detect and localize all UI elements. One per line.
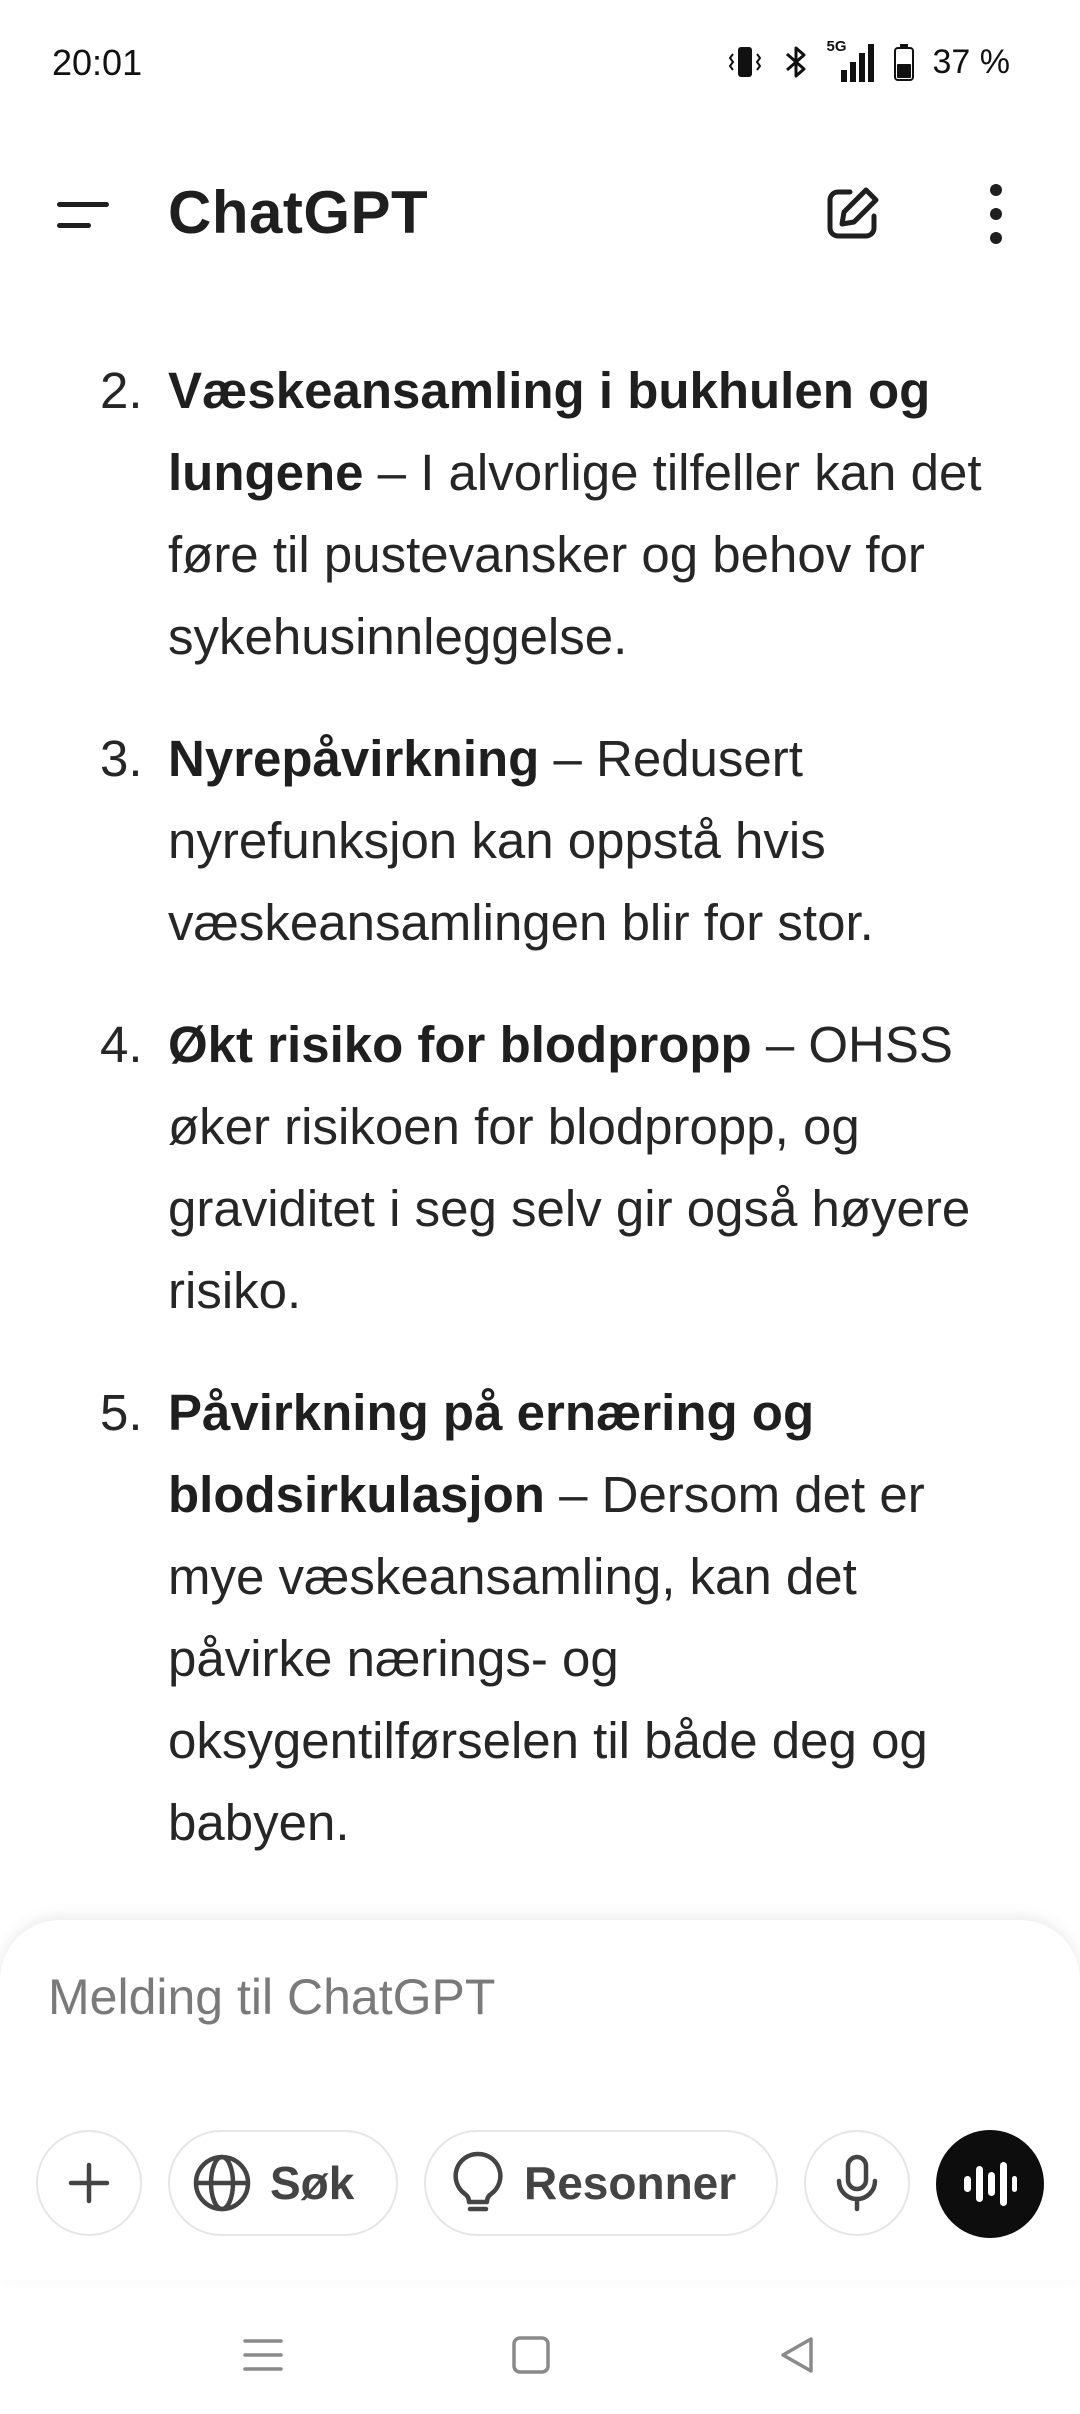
menu-button[interactable] [40,180,130,250]
list-number: 3. [100,730,143,787]
list-number: 2. [100,362,143,419]
status-bar [0,0,1080,130]
list-item-title: Nyrepåvirkning [168,730,540,787]
menu-icon [55,195,115,235]
plus-icon [65,2159,113,2207]
list-item [0,1004,1080,1332]
assistant-message [0,350,1080,1910]
list-item-text: – Dersom det er mye væskeansamling, kan det påvirke nærings- og oksygentilførselen til både deg og babyen. [168,1466,928,1851]
system-nav-bar [0,2290,1080,2414]
composer [0,1920,1080,2280]
edit-icon [820,182,884,246]
attach-button[interactable] [36,2130,142,2236]
back-icon [775,2333,819,2377]
nav-home-button[interactable] [496,2320,566,2390]
dictate-button[interactable] [804,2130,910,2236]
more-options-button[interactable] [960,172,1032,256]
list-item-title: Påvirkning på ernæring og blodsirkulasjon [168,1384,815,1523]
new-chat-button[interactable] [810,172,894,256]
composer-toolbar [0,2130,1080,2240]
bluetooth-icon [779,42,813,82]
globe-icon [190,2151,254,2215]
status-icons [725,36,1011,88]
list-item-text: – OHSS øker risikoen for blodpropp, og graviditet i seg selv gir også høyere risiko. [168,1016,971,1319]
message-input[interactable] [48,1968,1008,2026]
list-item-text: – I alvorlige tilfeller kan det føre til pustevansker og behov for sykehusinnleggelse. [168,444,982,665]
voice-waveform-icon [962,2158,1018,2210]
vibrate-icon [725,42,765,82]
list-item [0,350,1080,678]
nav-back-button[interactable] [762,2320,832,2390]
list-item-text: – Redusert nyrefunksjon kan oppstå hvis væskeansamlingen blir for stor. [168,730,874,951]
microphone-icon [833,2153,881,2213]
home-icon [509,2333,553,2377]
reason-button[interactable] [424,2130,778,2236]
signal-icon [827,40,879,84]
list-item [0,718,1080,964]
numbered-list [0,350,1080,1864]
battery-icon [893,42,915,82]
list-number: 5. [100,1384,143,1441]
lightbulb-icon [448,2149,508,2217]
voice-mode-button[interactable] [936,2130,1044,2238]
app-header [0,150,1080,280]
search-button[interactable] [168,2130,398,2236]
reason-label: Resonner [524,2157,737,2209]
nav-recents-button[interactable] [228,2320,298,2390]
more-vertical-icon [986,182,1006,246]
network-type: 5G [826,38,847,55]
app-title: ChatGPT [168,179,429,246]
search-label: Søk [270,2157,355,2209]
list-item [0,1372,1080,1864]
list-number: 4. [100,1016,143,1073]
battery-level: 37 % [932,42,1010,81]
status-time: 20:01 [52,42,143,83]
recents-icon [241,2333,285,2377]
list-item-title: Økt risiko for blodpropp [168,1016,752,1073]
list-item-title: Væskeansamling i bukhulen og lungene [168,362,931,501]
